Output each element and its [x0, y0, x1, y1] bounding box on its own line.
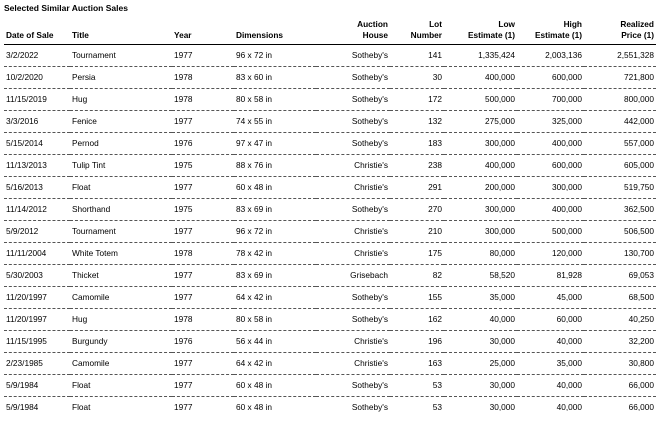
cell-realized-price: 130,700: [584, 243, 656, 265]
cell-date: 2/23/1985: [4, 353, 70, 375]
table-body: [4, 45, 656, 419]
cell-realized-price: 442,000: [584, 111, 656, 133]
cell-dimensions: 83 x 60 in: [234, 67, 316, 89]
cell-lot-number: 270: [390, 199, 444, 221]
cell-high-estimate: 2,003,136: [517, 45, 584, 67]
header-date: Date of Sale: [4, 17, 70, 45]
cell-low-estimate: 25,000: [444, 353, 517, 375]
cell-auction-house: Sotheby's: [316, 375, 390, 397]
cell-year: 1978: [172, 67, 234, 89]
table-row: [4, 243, 656, 265]
cell-date: 11/14/2012: [4, 199, 70, 221]
cell-low-estimate: 400,000: [444, 67, 517, 89]
cell-dimensions: 80 x 58 in: [234, 309, 316, 331]
cell-realized-price: 519,750: [584, 177, 656, 199]
table-row: [4, 265, 656, 287]
cell-low-estimate: 300,000: [444, 221, 517, 243]
cell-lot-number: 162: [390, 309, 444, 331]
header-title: Title: [70, 17, 172, 45]
cell-high-estimate: 700,000: [517, 89, 584, 111]
cell-high-estimate: 600,000: [517, 67, 584, 89]
cell-low-estimate: 1,335,424: [444, 45, 517, 67]
cell-date: 11/13/2013: [4, 155, 70, 177]
cell-high-estimate: 45,000: [517, 287, 584, 309]
cell-lot-number: 210: [390, 221, 444, 243]
cell-date: 5/9/1984: [4, 375, 70, 397]
cell-dimensions: 96 x 72 in: [234, 45, 316, 67]
cell-realized-price: 605,000: [584, 155, 656, 177]
cell-realized-price: 362,500: [584, 199, 656, 221]
cell-low-estimate: 30,000: [444, 375, 517, 397]
cell-low-estimate: 200,000: [444, 177, 517, 199]
header-low-estimate: Low Estimate (1): [444, 17, 517, 45]
cell-dimensions: 80 x 58 in: [234, 89, 316, 111]
cell-year: 1975: [172, 155, 234, 177]
cell-realized-price: 506,500: [584, 221, 656, 243]
table-row: [4, 287, 656, 309]
cell-title: Burgundy: [70, 331, 172, 353]
cell-auction-house: Christie's: [316, 243, 390, 265]
cell-year: 1977: [174, 402, 193, 412]
cell-lot-number: 238: [390, 155, 444, 177]
cell-date: 10/2/2020: [4, 67, 70, 89]
cell-date: 3/3/2016: [4, 111, 70, 133]
cell-title: Tournament: [70, 221, 172, 243]
cell-dimensions: 74 x 55 in: [234, 111, 316, 133]
cell-realized-price: 30,800: [584, 353, 656, 375]
cell-dimensions: 60 x 48 in: [234, 177, 316, 199]
cell-year: 1977: [172, 45, 234, 67]
cell-lot-number: 183: [390, 133, 444, 155]
cell-auction-house: Sotheby's: [351, 402, 388, 412]
cell-date: 11/20/1997: [4, 309, 70, 331]
cell-date: 5/30/2003: [4, 265, 70, 287]
cell-date: 5/9/2012: [4, 221, 70, 243]
cell-lot-number: 82: [390, 265, 444, 287]
table-row: [4, 309, 656, 331]
cell-high-estimate: 600,000: [517, 155, 584, 177]
cell-dimensions: 60 x 48 in: [236, 402, 272, 412]
cell-high-estimate: 120,000: [517, 243, 584, 265]
cell-title: Float: [70, 177, 172, 199]
cell-realized-price: 69,053: [584, 265, 656, 287]
cell-year: 1977: [172, 111, 234, 133]
cell-realized-price: 66,000: [628, 402, 654, 412]
cell-dimensions: 83 x 69 in: [234, 199, 316, 221]
cell-year: 1976: [172, 331, 234, 353]
header-dimensions: Dimensions: [234, 17, 316, 45]
cell-high-estimate: 40,000: [517, 331, 584, 353]
table-row: [4, 67, 656, 89]
cell-dimensions: 60 x 48 in: [234, 375, 316, 397]
cell-low-estimate: 35,000: [444, 287, 517, 309]
cell-lot-number: 291: [390, 177, 444, 199]
cell-year: 1977: [172, 287, 234, 309]
cell-low-estimate: 275,000: [444, 111, 517, 133]
cell-low-estimate: 58,520: [444, 265, 517, 287]
table-row: [4, 353, 656, 375]
cell-auction-house: Christie's: [316, 221, 390, 243]
cell-auction-house: Sotheby's: [316, 287, 390, 309]
table-row: [4, 155, 656, 177]
table-row: [4, 89, 656, 111]
cell-low-estimate: 80,000: [444, 243, 517, 265]
cell-title: Tournament: [70, 45, 172, 67]
table-row: [4, 111, 656, 133]
header-lot-number: Lot Number: [390, 17, 444, 45]
cell-realized-price: 66,000: [584, 375, 656, 397]
cell-low-estimate: 40,000: [444, 309, 517, 331]
cell-title: Thicket: [70, 265, 172, 287]
table-row: [4, 199, 656, 221]
cell-realized-price: 557,000: [584, 133, 656, 155]
cell-lot-number: 172: [390, 89, 444, 111]
cell-title: Float: [70, 375, 172, 397]
cell-low-estimate: 300,000: [444, 133, 517, 155]
cell-high-estimate: 325,000: [517, 111, 584, 133]
cell-lot-number: 53: [390, 375, 444, 397]
table-row: [4, 177, 656, 199]
cell-date: 11/15/1995: [4, 331, 70, 353]
cell-dimensions: 96 x 72 in: [234, 221, 316, 243]
cell-title: Camomile: [70, 287, 172, 309]
cell-title: Fenice: [70, 111, 172, 133]
cell-title: Hug: [70, 309, 172, 331]
cell-auction-house: Sotheby's: [316, 89, 390, 111]
cell-year: 1978: [172, 89, 234, 111]
cell-high-estimate: 300,000: [517, 177, 584, 199]
cell-title: Hug: [70, 89, 172, 111]
cell-year: 1977: [172, 265, 234, 287]
cell-title: Pernod: [70, 133, 172, 155]
cell-year: 1977: [172, 375, 234, 397]
cell-low-estimate: 30,000: [489, 402, 515, 412]
cell-dimensions: 88 x 76 in: [234, 155, 316, 177]
cell-lot-number: 30: [390, 67, 444, 89]
cell-title: Persia: [70, 67, 172, 89]
cell-lot-number: 141: [390, 45, 444, 67]
cell-high-estimate: 81,928: [517, 265, 584, 287]
cell-lot-number: 196: [390, 331, 444, 353]
cell-low-estimate: 30,000: [444, 331, 517, 353]
cell-dimensions: 64 x 42 in: [234, 353, 316, 375]
table-header-row: [4, 17, 656, 45]
cell-date: 3/2/2022: [4, 45, 70, 67]
cell-auction-house: Sotheby's: [316, 133, 390, 155]
cell-auction-house: Christie's: [316, 155, 390, 177]
cell-title: White Totem: [70, 243, 172, 265]
cell-date: 11/20/1997: [4, 287, 70, 309]
cell-title: Tulip Tint: [70, 155, 172, 177]
cell-low-estimate: 500,000: [444, 89, 517, 111]
cell-date: 11/15/2019: [4, 89, 70, 111]
cell-year: 1978: [172, 309, 234, 331]
cell-lot-number: 155: [390, 287, 444, 309]
cell-lot-number: 163: [390, 353, 444, 375]
cell-low-estimate: 300,000: [444, 199, 517, 221]
cell-year: 1978: [172, 243, 234, 265]
cell-date: 5/9/1984: [6, 402, 39, 412]
cell-date: 5/16/2013: [4, 177, 70, 199]
cell-low-estimate: 400,000: [444, 155, 517, 177]
cell-dimensions: 83 x 69 in: [234, 265, 316, 287]
cell-realized-price: 40,250: [584, 309, 656, 331]
cell-auction-house: Christie's: [316, 331, 390, 353]
cell-year: 1977: [172, 353, 234, 375]
cell-realized-price: 2,551,328: [584, 45, 656, 67]
table-row: [4, 331, 656, 353]
cell-high-estimate: 35,000: [517, 353, 584, 375]
table-row: [4, 375, 656, 397]
cell-title: Shorthand: [70, 199, 172, 221]
cell-high-estimate: 60,000: [517, 309, 584, 331]
cell-dimensions: 78 x 42 in: [234, 243, 316, 265]
cell-lot-number: 132: [390, 111, 444, 133]
cell-dimensions: 56 x 44 in: [234, 331, 316, 353]
cell-realized-price: 800,000: [584, 89, 656, 111]
cell-year: 1975: [172, 199, 234, 221]
cell-high-estimate: 400,000: [517, 199, 584, 221]
cell-lot-number: 175: [390, 243, 444, 265]
cell-auction-house: Sotheby's: [316, 45, 390, 67]
table-row: [4, 45, 656, 67]
table-row: [4, 221, 656, 243]
cell-realized-price: 32,200: [584, 331, 656, 353]
header-auction-house: Auction House: [316, 17, 390, 45]
cell-auction-house: Grisebach: [316, 265, 390, 287]
page-title: Selected Similar Auction Sales: [4, 3, 128, 13]
header-realized-price: Realized Price (1): [584, 17, 656, 45]
auction-sales-table: [4, 17, 656, 418]
cell-year: 1977: [172, 221, 234, 243]
table-row: [4, 133, 656, 155]
cell-auction-house: Sotheby's: [316, 111, 390, 133]
cell-auction-house: Sotheby's: [316, 67, 390, 89]
cell-lot-number: 53: [432, 402, 442, 412]
cell-high-estimate: 40,000: [517, 375, 584, 397]
header-year: Year: [172, 17, 234, 45]
cell-date: 11/11/2004: [4, 243, 70, 265]
cell-auction-house: Christie's: [316, 353, 390, 375]
cell-realized-price: 68,500: [584, 287, 656, 309]
cell-high-estimate: 400,000: [517, 133, 584, 155]
cell-title: Camomile: [70, 353, 172, 375]
cell-year: 1976: [172, 133, 234, 155]
cell-realized-price: 721,800: [584, 67, 656, 89]
cell-auction-house: Sotheby's: [316, 309, 390, 331]
cell-auction-house: Christie's: [316, 177, 390, 199]
cell-auction-house: Sotheby's: [316, 199, 390, 221]
cell-title: Float: [72, 402, 91, 412]
table-row: [4, 397, 656, 419]
cell-dimensions: 97 x 47 in: [234, 133, 316, 155]
header-high-estimate: High Estimate (1): [517, 17, 584, 45]
cell-year: 1977: [172, 177, 234, 199]
cell-dimensions: 64 x 42 in: [234, 287, 316, 309]
cell-high-estimate: 40,000: [556, 402, 582, 412]
cell-date: 5/15/2014: [4, 133, 70, 155]
cell-high-estimate: 500,000: [517, 221, 584, 243]
